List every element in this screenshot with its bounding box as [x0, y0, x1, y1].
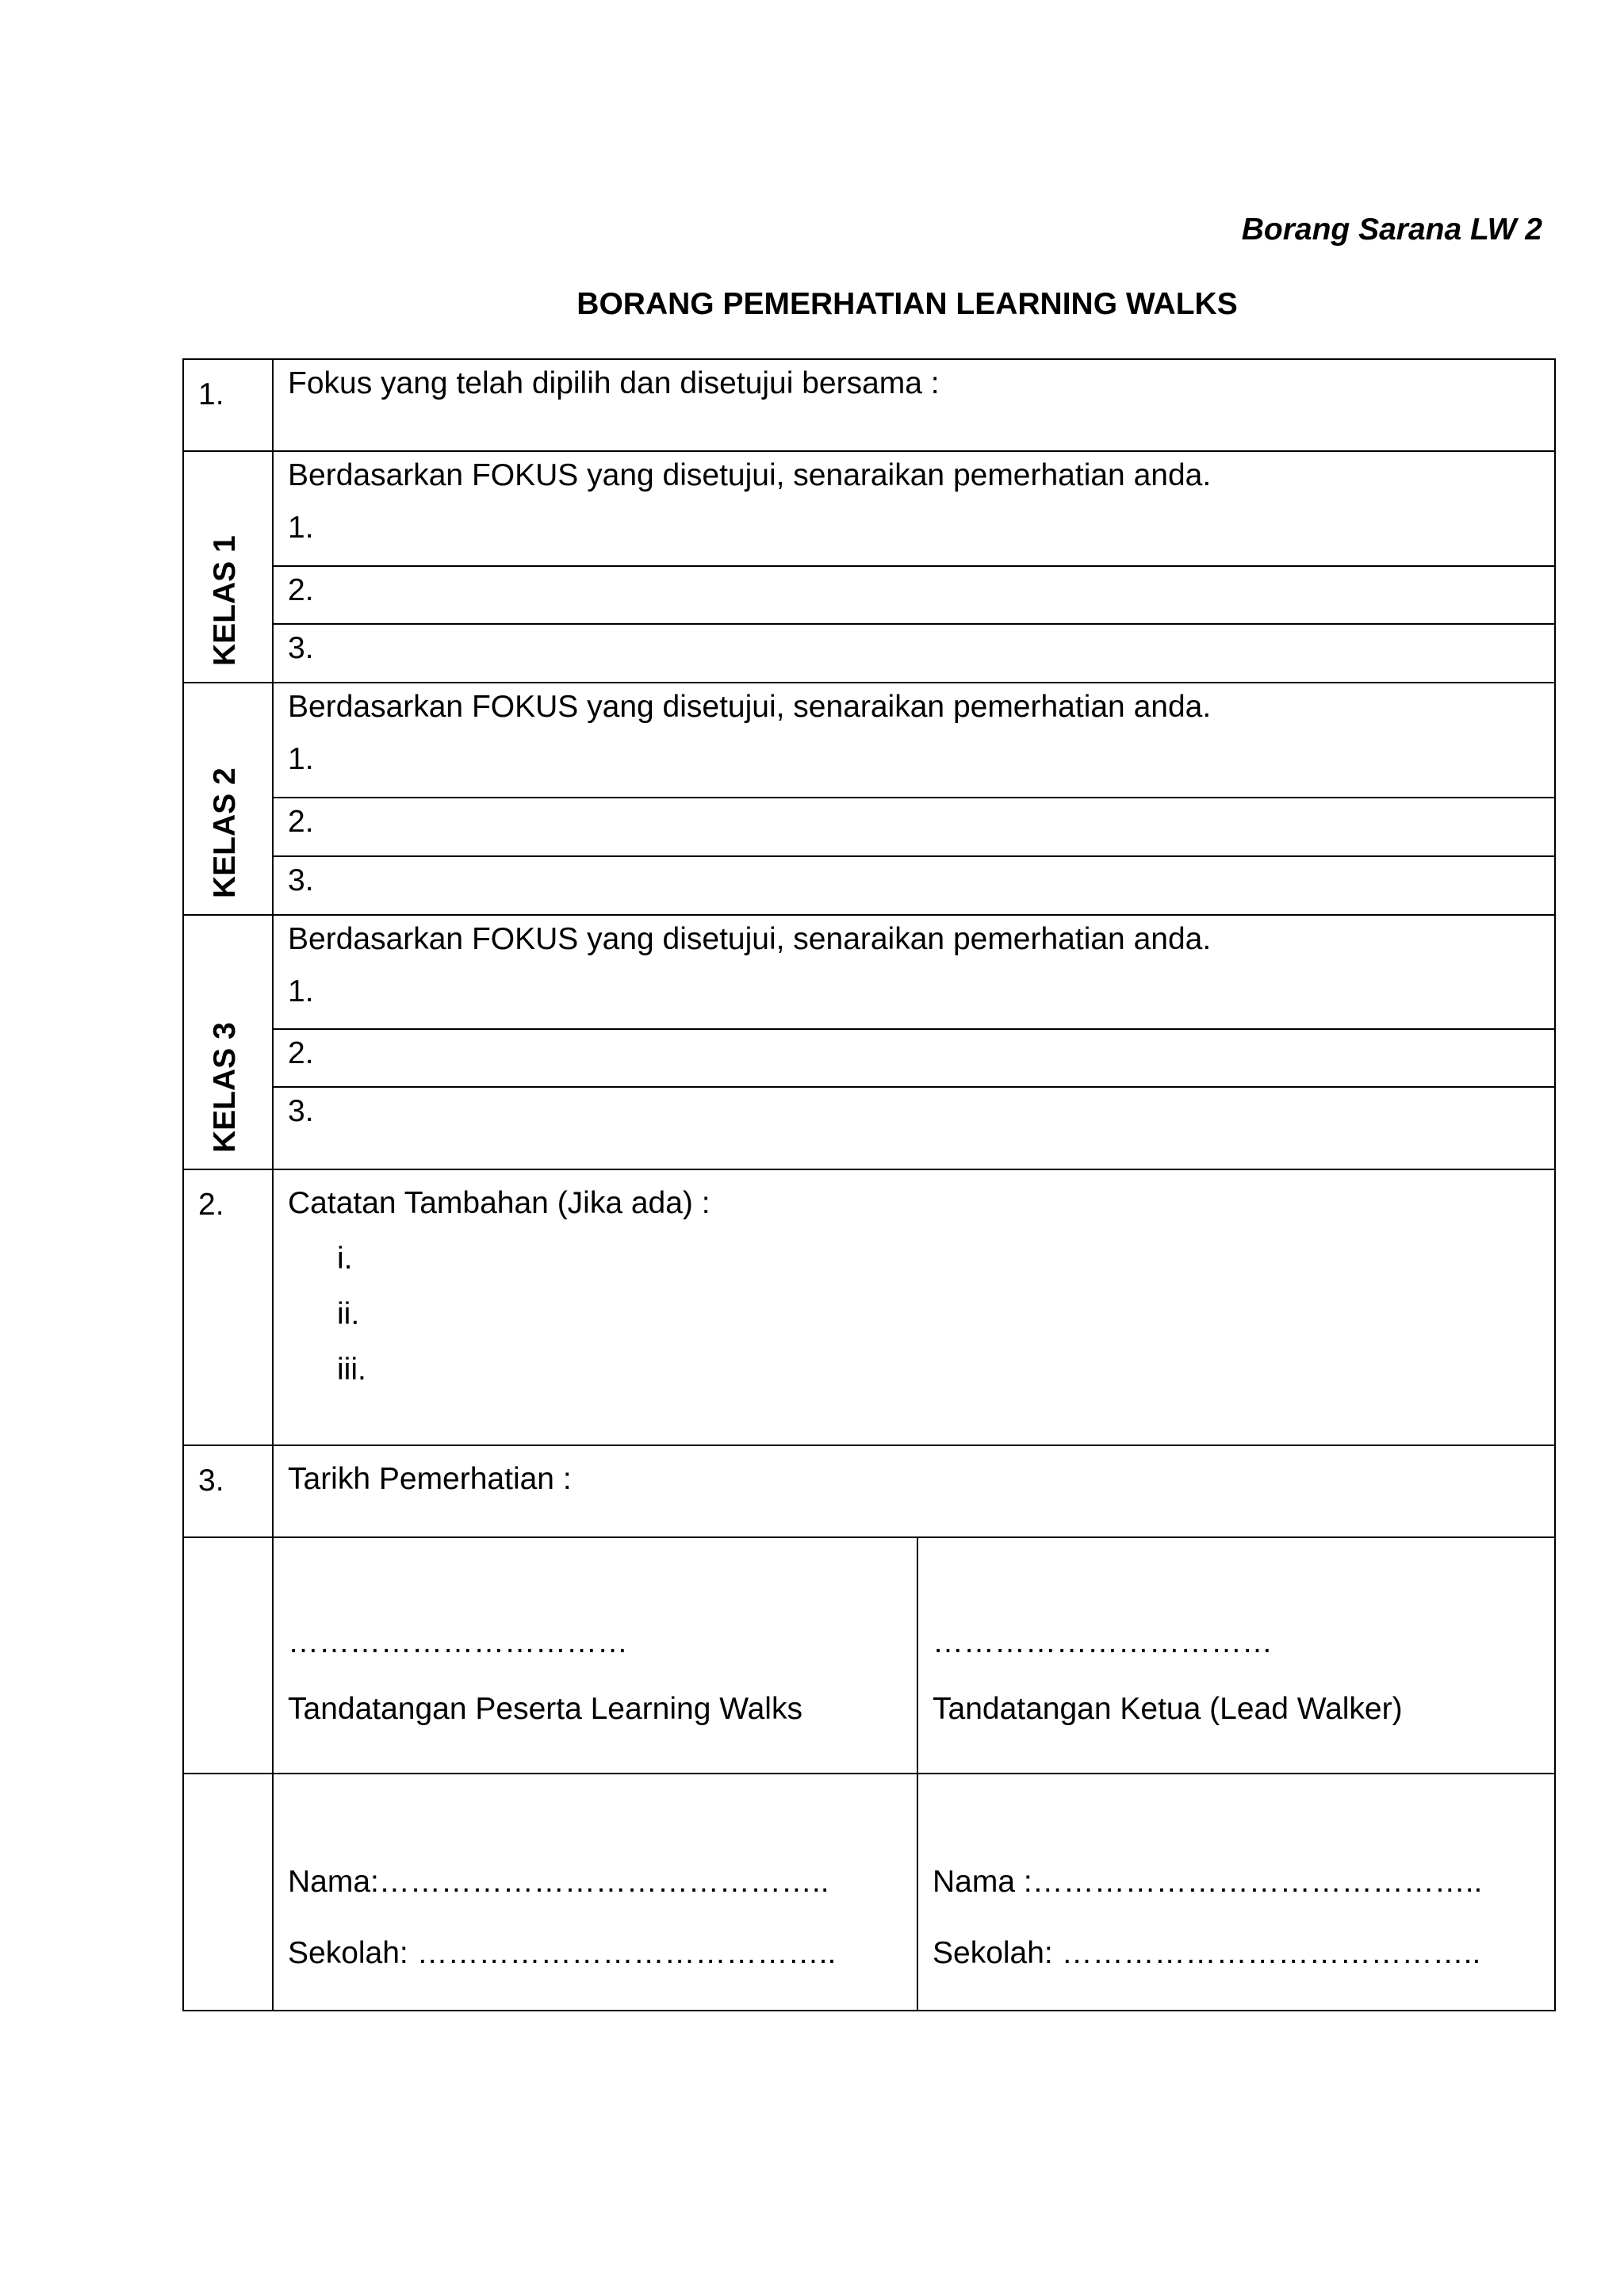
observation-date-field[interactable]: [273, 1445, 1555, 1537]
section-3-row: [183, 1445, 1555, 1537]
section-3-number: 3.: [183, 1445, 273, 1537]
observation-date-label: Tarikh Pemerhatian :: [288, 1462, 572, 1496]
additional-notes-field[interactable]: [273, 1169, 1555, 1445]
participant-school-field: Sekolah: …………………………………..: [288, 1936, 837, 1970]
kelas-3-item-1: 1.: [288, 974, 314, 1008]
kelas-3-label-cell: [183, 915, 273, 1169]
section-2-number: 2.: [183, 1169, 273, 1445]
kelas-3-observation-1[interactable]: [273, 915, 1555, 1029]
details-row: [183, 1774, 1555, 2011]
kelas-1-item-1: 1.: [288, 511, 314, 545]
kelas-1-observation-1[interactable]: [273, 451, 1555, 566]
participant-signature-line: ……………………………: [288, 1625, 628, 1659]
additional-notes-label: Catatan Tambahan (Jika ada) :: [288, 1186, 710, 1220]
kelas-1-observation-2[interactable]: [273, 566, 1555, 624]
kelas-2-observation-1[interactable]: [273, 683, 1555, 798]
signature-row: [183, 1537, 1555, 1774]
kelas-3-observation-2[interactable]: [273, 1029, 1555, 1087]
kelas-2-item-1: 1.: [288, 742, 314, 776]
kelas-1-instruction: Berdasarkan FOKUS yang disetujui, senaraikan pemerhatian anda.: [288, 458, 1212, 492]
signature-blank-cell: [183, 1537, 273, 1774]
section-2-row: [183, 1169, 1555, 1445]
kelas-1-row-2: [183, 566, 1555, 624]
kelas-1-row-1: [183, 451, 1555, 566]
kelas-3-row-2: [183, 1029, 1555, 1087]
kelas-2-item-2: 2.: [288, 805, 314, 839]
kelas-2-observation-3[interactable]: [273, 856, 1555, 915]
kelas-3-label: KELAS 3: [207, 1022, 242, 1153]
kelas-2-row-1: [183, 683, 1555, 798]
note-item-3: iii.: [337, 1353, 366, 1387]
leader-name-field: Nama :……………………………………..: [933, 1865, 1483, 1899]
kelas-3-observation-3[interactable]: [273, 1087, 1555, 1169]
focus-label: Fokus yang telah dipilih dan disetujui bersama :: [288, 366, 940, 400]
participant-details-field[interactable]: [273, 1774, 917, 2011]
kelas-2-label: KELAS 2: [207, 767, 242, 898]
section-1-row: [183, 359, 1555, 451]
kelas-1-label-cell: [183, 451, 273, 683]
kelas-3-item-3: 3.: [288, 1094, 314, 1128]
kelas-1-label: KELAS 1: [207, 535, 242, 666]
focus-field[interactable]: [273, 359, 1555, 451]
kelas-1-item-2: 2.: [288, 573, 314, 607]
kelas-2-row-2: [183, 798, 1555, 856]
kelas-3-instruction: Berdasarkan FOKUS yang disetujui, senaraikan pemerhatian anda.: [288, 922, 1212, 956]
leader-signature-label: Tandatangan Ketua (Lead Walker): [933, 1692, 1403, 1726]
kelas-2-observation-2[interactable]: [273, 798, 1555, 856]
note-item-1: i.: [337, 1242, 353, 1276]
kelas-3-row-3: [183, 1087, 1555, 1169]
kelas-3-row-1: [183, 915, 1555, 1029]
note-item-2: ii.: [337, 1297, 360, 1331]
leader-signature-field[interactable]: [917, 1537, 1555, 1774]
kelas-2-item-3: 3.: [288, 863, 314, 897]
kelas-1-observation-3[interactable]: [273, 624, 1555, 683]
kelas-2-row-3: [183, 856, 1555, 915]
leader-details-field[interactable]: [917, 1774, 1555, 2011]
page-title: BORANG PEMERHATIAN LEARNING WALKS: [576, 287, 1238, 321]
section-1-number: 1.: [183, 359, 273, 451]
kelas-1-row-3: [183, 624, 1555, 683]
kelas-1-item-3: 3.: [288, 631, 314, 665]
leader-signature-line: ……………………………: [933, 1625, 1273, 1659]
details-blank-cell: [183, 1774, 273, 2011]
participant-signature-field[interactable]: [273, 1537, 917, 1774]
kelas-2-instruction: Berdasarkan FOKUS yang disetujui, senaraikan pemerhatian anda.: [288, 690, 1212, 724]
participant-signature-label: Tandatangan Peserta Learning Walks: [288, 1692, 802, 1726]
leader-school-field: Sekolah: …………………………………..: [933, 1936, 1481, 1970]
observation-form-table: [182, 358, 1556, 2011]
form-code: Borang Sarana LW 2: [1241, 212, 1542, 247]
participant-name-field: Nama:……………………………………..: [288, 1865, 829, 1899]
kelas-3-item-2: 2.: [288, 1036, 314, 1070]
kelas-2-label-cell: [183, 683, 273, 915]
